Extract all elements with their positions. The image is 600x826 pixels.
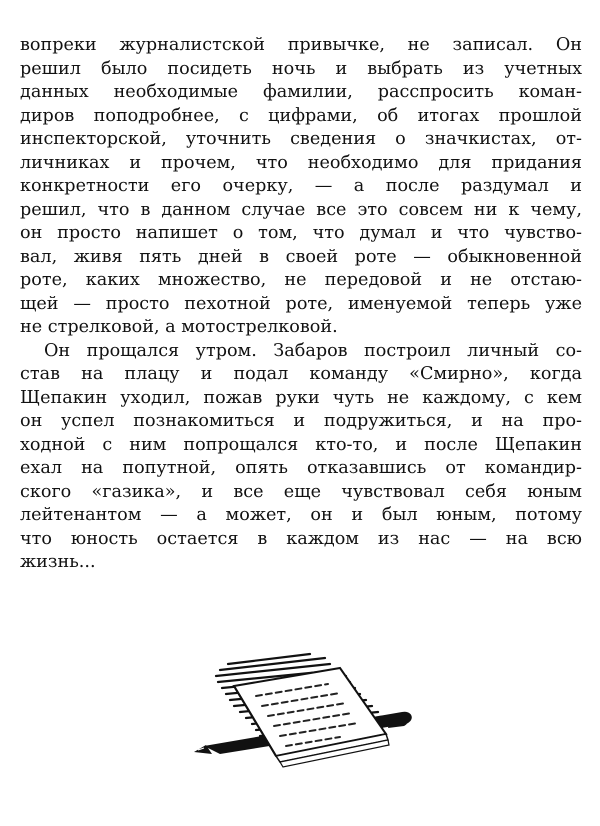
text-line: вал, живя пять дней в своей роте — обыкновенной xyxy=(20,246,582,267)
text-line: Он прощался утром. Забаров построил личный со- xyxy=(44,340,582,361)
text-line: конкретности его очерку, — а после раздумал и xyxy=(20,176,582,196)
text-line: став на плацу и подал команду «Смирно», когда xyxy=(20,364,582,384)
notebook-icon xyxy=(234,668,389,767)
paragraph xyxy=(20,34,582,340)
text-line: решил, что в данном случае все это совсем ни к чему, xyxy=(20,199,582,220)
text-line: диров поподробнее, с цифрами, об итогах прошлой xyxy=(20,105,582,126)
text-line: он просто напишет о том, что думал и что чувство- xyxy=(20,223,582,243)
text-line: лейтенантом — а может, он и был юным, потому xyxy=(20,505,582,525)
text-line: данных необходимые фамилии, расспросить коман- xyxy=(20,82,582,102)
paragraph xyxy=(20,340,582,575)
text-line: решил было посидеть ночь и выбрать из учетных xyxy=(20,58,582,79)
text-line: жизнь... xyxy=(20,552,96,572)
text-line: Щепакин уходил, пожав руки чуть не каждому, с кем xyxy=(20,387,582,408)
text-line: он успел познакомиться и подружиться, и на про- xyxy=(20,411,582,431)
text-line: вопреки журналистской привычке, не записал. Он xyxy=(20,35,582,55)
text-line: ского «газика», и все еще чувствовал себя юным xyxy=(20,481,582,502)
text-line: что юность остается в каждом из нас — на всю xyxy=(20,528,582,549)
body-text xyxy=(20,34,582,575)
text-line: личниках и прочем, что необходимо для придания xyxy=(20,152,582,173)
text-line: ходной с ним попрощался кто-то, и после Щепакин xyxy=(20,434,582,455)
notebook-and-pen-illustration xyxy=(190,642,420,772)
text-line: щей — просто пехотной роте, именуемой теперь уже xyxy=(20,293,582,314)
text-line: инспекторской, уточнить сведения о значкистах, от- xyxy=(20,129,582,149)
text-line: роте, каких множество, не передовой и не отстаю- xyxy=(20,270,582,290)
text-line: ехал на попутной, опять отказавшись от командир- xyxy=(20,458,582,478)
text-line: не стрелковой, а мотострелковой. xyxy=(20,317,338,337)
